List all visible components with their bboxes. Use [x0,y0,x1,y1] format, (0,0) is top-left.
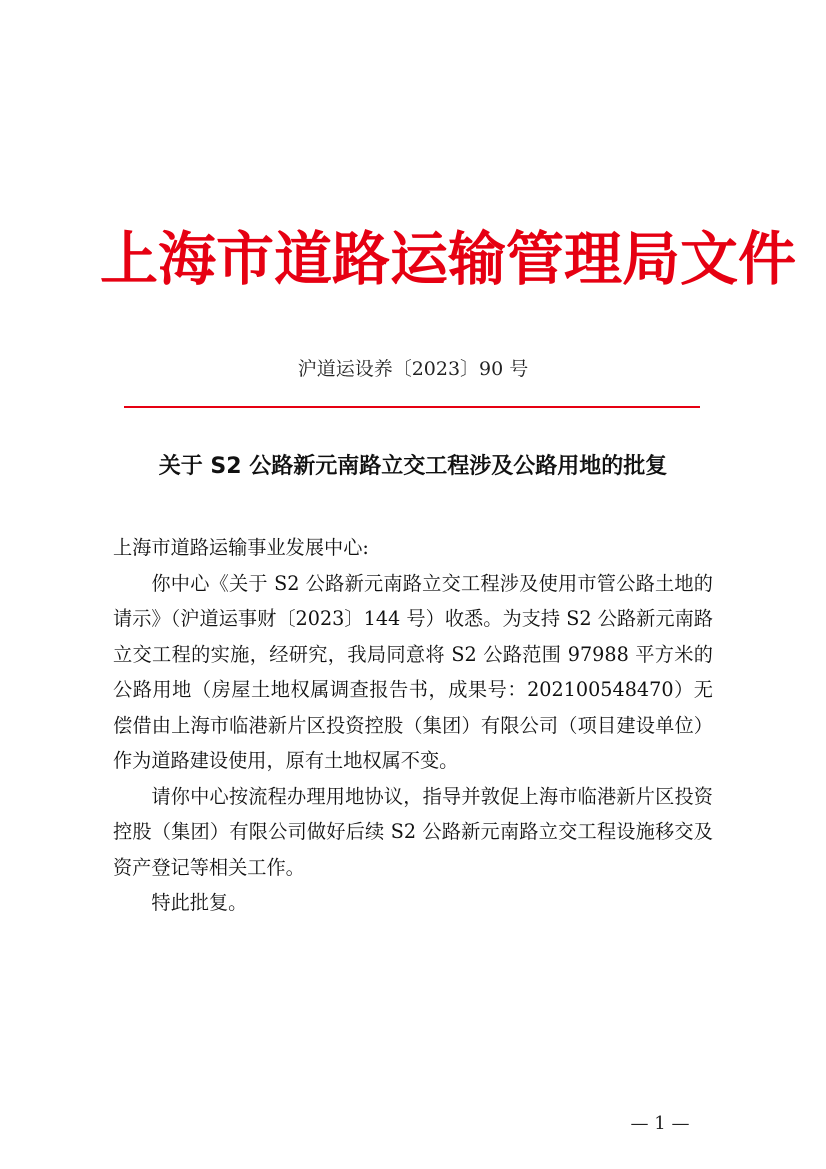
body-paragraph-1: 你中心《关于 S2 公路新元南路立交工程涉及使用市管公路土地的请示》（沪道运事财〔2023〕144 号）收悉。为支持 S2 公路新元南路立交工程的实施，经研究，我局同意将 S2 公路范围 97988 平方米的公路用地（房屋土地权属调查报告书，成果号：202100548470）无偿借由上海市临港新片区投资控股（集团）有限公司（项目建设单位）作为道路建设使用，原有土地权属不变。 [113,571,713,772]
document-title: 关于 S2 公路新元南路立交工程涉及公路用地的批复 [158,454,668,479]
body-paragraph-2: 请你中心按流程办理用地协议，指导并敦促上海市临港新片区投资控股（集团）有限公司做好后续 S2 公路新元南路立交工程设施移交及资产登记等相关工作。 [113,784,713,879]
document-body [113,530,713,921]
issuing-authority-masthead: 上海市道路运输管理局文件 [100,225,797,293]
red-separator-line [124,406,700,408]
document-number: 沪道运设养〔2023〕90 号 [297,358,529,380]
body-paragraph-3: 特此批复。 [151,891,248,914]
salutation: 上海市道路运输事业发展中心: [113,536,369,559]
page-number: — 1 — [630,1113,690,1134]
